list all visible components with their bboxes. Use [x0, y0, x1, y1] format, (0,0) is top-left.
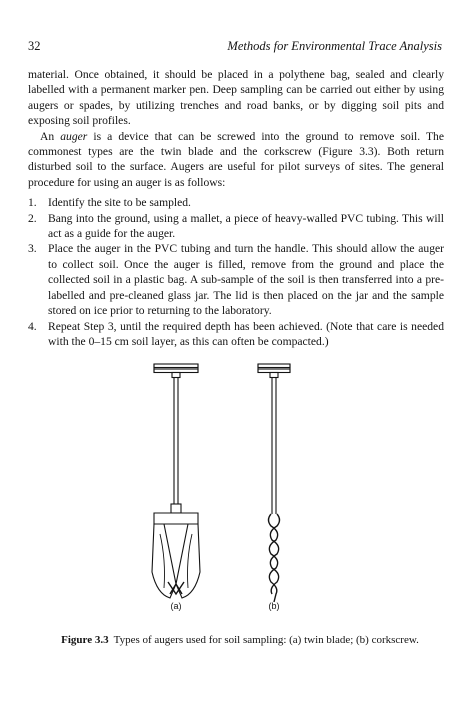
step-number: 4.	[28, 319, 37, 333]
list-item	[28, 319, 444, 350]
paragraph-2	[28, 129, 444, 191]
step-text: Place the auger in the PVC tubing and turn the handle. This should allow the auger to collect soil. Once the auger is filled, remove from the ground and place the collected soil in a plastic bag. A sub-sample of the soil is then transferred into a pre-labelled and pre-cleaned glass jar. The lid is then placed on the jar and the sample stored on ice prior to returning to the laboratory.	[48, 242, 444, 318]
twin-blade-auger-drawing	[152, 364, 200, 598]
page-header	[28, 39, 442, 55]
figure-caption	[60, 634, 420, 646]
step-number: 3.	[28, 242, 37, 256]
list-item	[28, 211, 444, 242]
corkscrew-auger-drawing	[258, 364, 290, 602]
auger-illustration	[130, 362, 330, 612]
list-item	[28, 195, 444, 210]
figure-augers	[130, 362, 330, 612]
paragraph-2-rest: is a device that can be screwed into the ground to remove soil. The commonest types are the twin blade and the corkscrew (Figure 3.3). Both return disturbed soil to the surface. Augers are useful for pilot surveys of sites. The general procedure for using an auger is as follows:	[28, 129, 444, 189]
list-item	[28, 241, 444, 318]
term-auger: auger	[60, 129, 88, 143]
step-text: Bang into the ground, using a mallet, a piece of heavy-walled PVC tubing. This will act as a guide for the auger.	[48, 211, 444, 241]
label-a: (a)	[170, 601, 182, 611]
step-text: Identify the site to be sampled.	[48, 196, 191, 210]
paragraph-1: material. Once obtained, it should be placed in a polythene bag, sealed and clearly labelled with a permanent marker pen. Deep sampling can be carried out either by using augers or spades, by utilizing trenches and road banks, or by digging soil pits and exposing soil profiles.	[28, 68, 444, 128]
running-title: Methods for Environmental Trace Analysis	[227, 39, 442, 53]
page-number: 32	[28, 39, 41, 53]
step-number: 2.	[28, 211, 37, 225]
label-b: (b)	[268, 601, 280, 611]
body-text	[28, 67, 444, 349]
step-text: Repeat Step 3, until the required depth has been achieved. (Note that care is needed with the 0–15 cm soil layer, as this can often be compacted.)	[48, 319, 444, 348]
caption-text: Types of augers used for soil sampling: (a) twin blade; (b) corkscrew.	[113, 634, 419, 646]
paragraph-2-prefix: An	[40, 129, 61, 143]
procedure-list	[28, 195, 444, 349]
step-number: 1.	[28, 196, 37, 210]
caption-label: Figure 3.3	[61, 634, 109, 646]
